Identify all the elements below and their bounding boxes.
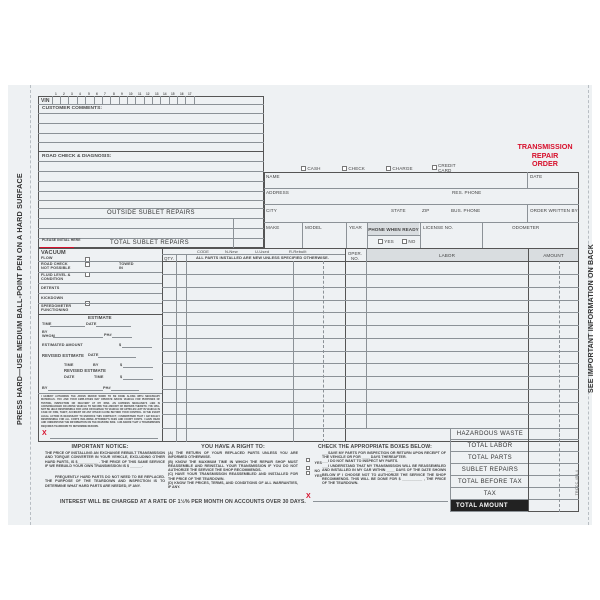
checkbox[interactable] <box>306 471 310 475</box>
vin-position: 15 <box>171 92 175 96</box>
vin-position: 5 <box>88 92 90 96</box>
hazardous-waste-label: HAZARDOUS WASTE <box>451 428 529 440</box>
revised2-dollar: $ <box>120 375 123 379</box>
revised-estimate-label: REVISED ESTIMATE <box>42 353 85 358</box>
form-number: TROCC-451-4 <box>575 470 579 496</box>
bus-phone-field[interactable] <box>450 204 528 222</box>
sublet-repairs-amount[interactable] <box>529 464 579 476</box>
yes-label: YES <box>314 461 322 465</box>
rights-title: YOU HAVE A RIGHT TO: <box>201 444 265 450</box>
make-field[interactable] <box>264 222 302 249</box>
flow-label: FLOW <box>41 256 53 260</box>
check-boxes-title: CHECK THE APPROPRIATE BOXES BELOW: <box>318 444 432 450</box>
see-back-notice: SEE IMPORTANT INFORMATION ON BACK <box>588 243 595 393</box>
phone-when-ready-label: PHONE WHEN READY <box>368 227 419 232</box>
zip-field[interactable] <box>418 204 450 222</box>
bus-phone-label: BUS. PHONE <box>451 208 481 213</box>
vin-position: 16 <box>180 92 184 96</box>
tax-amount[interactable] <box>529 488 579 500</box>
license-no-label: LICENSE NO. <box>423 225 454 230</box>
estimated-amount-dollar: $ <box>119 343 122 347</box>
total-labor-amount[interactable] <box>529 440 579 452</box>
order-written-by-field[interactable] <box>527 204 579 222</box>
total-before-tax-label: TOTAL BEFORE TAX <box>451 476 529 488</box>
reassemble-yes[interactable] <box>306 464 322 482</box>
amount-header: AMOUNT <box>543 253 564 258</box>
year-field[interactable] <box>346 222 367 249</box>
revised-time-label: TIME <box>64 363 74 367</box>
name-label: NAME <box>266 174 280 179</box>
no-label: NO <box>314 469 321 473</box>
no-inspect-text: ___I DO NOT WANT TO INSPECT MY PARTS. <box>322 459 399 463</box>
please-initial-label: PLEASE INITIAL HERE <box>42 238 81 242</box>
vin-position: 9 <box>121 92 123 96</box>
check-signature-x: X <box>306 493 311 500</box>
rebuilt-code-label: R-Rebuilt <box>289 249 307 254</box>
ph-label: PH# <box>104 333 112 337</box>
vin-position: 3 <box>71 92 73 96</box>
title-line-3: ORDER <box>532 159 558 168</box>
vin-label: VIN <box>41 98 50 104</box>
vin-position: 17 <box>188 92 192 96</box>
form-title <box>510 143 580 169</box>
vin-position: 8 <box>113 92 115 96</box>
right-item-a: (A) THE RETURN OF YOUR REPLACED PARTS UNLESS YOU ARE INFORMED OTHERWISE. <box>168 451 298 460</box>
total-amount-label: TOTAL AMOUNT <box>451 500 529 512</box>
vin-position: 12 <box>146 92 150 96</box>
model-label: MODEL <box>305 225 322 230</box>
checkbox[interactable] <box>301 166 306 171</box>
speedometer-label: SPEEDOMETER FUNCTIONING <box>41 304 72 313</box>
vin-position: 13 <box>155 92 159 96</box>
by-whom-label: BY WHOM <box>42 330 55 339</box>
res-phone-label: RES. PHONE <box>452 190 482 195</box>
total-parts-amount[interactable] <box>529 452 579 464</box>
press-hard-instruction: PRESS HARD—USE MEDIUM BALL-POINT PEN ON A HARD SURFACE <box>15 173 24 425</box>
outside-sublet-label: OUTSIDE SUBLET REPAIRS <box>107 210 195 216</box>
payment-credit-card-label: CREDIT CARD <box>438 163 456 173</box>
vin-position: 14 <box>163 92 167 96</box>
customer-signature-field[interactable] <box>50 438 158 439</box>
checkbox[interactable] <box>378 239 383 244</box>
vin-position: 2 <box>63 92 65 96</box>
estimate-title: ESTIMATE <box>88 315 112 320</box>
revised-amount-field[interactable] <box>123 367 153 368</box>
customer-comments-label: CUSTOMER COMMENTS: <box>42 106 103 111</box>
payment-cash[interactable] <box>301 166 321 171</box>
year-label: YEAR <box>349 225 362 230</box>
city-field[interactable] <box>264 204 388 222</box>
checkbox[interactable] <box>342 166 347 171</box>
revised2-ph-label: PH# <box>103 386 111 390</box>
estimate-date-label: DATE <box>86 322 97 326</box>
reassemble-text: ___I UNDERSTAND THAT MY TRANSMISSION WILL BE REASSEMBLED AND INSTALLED IN MY CAR WITHIN ____ DAYS OF THE DATE SHOWN BELOW IF I CHOOSE NOT TO AUTHORIZE THE SERVICE THE SHOP RECOMMENDS. THIS WILL BE DONE FOR $ __________ , THE PRICE OF THE TEARDOWN. <box>322 464 446 486</box>
city-label: CITY <box>266 208 277 213</box>
right-item-c: (C) HAVE YOUR TRANSMISSION REASSEMBLED AND INSTALLED FOR THE PRICE OF THE TEARDOWN. <box>168 472 298 481</box>
phone-ready-no-label: NO <box>408 239 416 244</box>
signature-x: X <box>42 430 47 437</box>
date-field[interactable] <box>527 172 579 188</box>
checkbox[interactable] <box>432 165 437 170</box>
important-notice-title: IMPORTANT NOTICE: <box>71 444 129 450</box>
total-sublet-label: TOTAL SUBLET REPAIRS <box>110 240 190 246</box>
tax-label: TAX <box>451 488 529 500</box>
revised2-date-label: DATE <box>64 375 75 379</box>
vin-input[interactable] <box>52 96 197 104</box>
important-notice-p2: FREQUENTLY HARD PARTS DO NOT NEED TO BE REPLACED. THE PURPOSE OF THE TEARDOWN AND INSPECTION IS TO DETERMINE WHAT HARD PARTS ARE NEEDED, IF ANY. <box>45 475 165 488</box>
title-line-1: TRANSMISSION <box>517 142 573 151</box>
revised-dollar: $ <box>120 363 123 367</box>
estimate-date-field[interactable] <box>96 326 131 327</box>
vin-position: 7 <box>104 92 106 96</box>
phone-ready-yes-label: YES <box>384 239 394 244</box>
road-check-not-possible-checkbox[interactable] <box>85 272 90 277</box>
vin-position: 4 <box>79 92 81 96</box>
revised-estimate-label-2: REVISED ESTIMATE <box>64 368 107 373</box>
total-labor-label: TOTAL LABOR <box>451 440 529 452</box>
revised2-by-label: BY <box>42 386 48 390</box>
phone-ready-no[interactable] <box>402 239 415 244</box>
make-label: MAKE <box>266 225 280 230</box>
revised-date-label: DATE <box>88 353 99 357</box>
authorization-text: I HEREBY AUTHORIZE THE ABOVE REPAIR WORK TO BE DONE ALONG WITH NECESSARY MATERIALS. YOU AND YOUR EMPLOYEES MAY OPERATE ABOVE VEHICLE FOR PURPOSES OF TESTING, INSPECTION OR DELIVERY AT MY RISK. AN EXPRESS MECHANIC'S LIEN IS ACKNOWLEDGED ON ABOVE VEHICLE TO SECURE THE AMOUNT OF REPAIRS THERETO. YOU WILL NOT BE HELD RESPONSIBLE FOR LOSS OR DAMAGE TO VEHICLE OR ARTICLES LEFT IN VEHICLE IN CASE OF FIRE, THEFT, ACCIDENT OR ANY OTHER CAUSE BEYOND YOUR CONTROL. IN THE EVENT LEGAL ACTION IS NECESSARY TO ENFORCE THIS CONTRACT, I UNDERSTAND THAT I AM SOLELY RESPONSIBLE FOR ALL COSTS INCLUDING ATTORNEY'S FEES AND COURT COSTS. I HAVE READ AND UNDERSTAND THE INFORMATION ON THE REVERSE SIDE. I AM AWARE THAT A TRANSMISSION REQUIRES TEARDOWN TO DETERMINE REPAIRS. <box>41 395 160 428</box>
revised2-amount-field[interactable] <box>123 379 153 380</box>
estimated-amount-label: ESTIMATED AMOUNT <box>42 343 83 347</box>
used-code-label: U-Used <box>255 249 270 254</box>
total-amount-value[interactable] <box>529 500 579 512</box>
new-code-label: N-New <box>225 249 238 254</box>
payment-cash-label: CASH <box>307 166 321 171</box>
payment-check[interactable] <box>342 166 365 171</box>
towed-in-label: TOWED IN <box>119 262 134 271</box>
qty-header: QTY. <box>164 256 175 261</box>
checkbox[interactable] <box>386 166 391 171</box>
estimated-amount-field[interactable] <box>122 347 152 348</box>
code-label: CODE <box>197 249 209 254</box>
estimate-time-label: TIME <box>42 322 52 326</box>
revised-by-label: BY <box>93 363 99 367</box>
payment-charge-label: CHARGE <box>392 166 413 171</box>
fluid-level-label: FLUID LEVEL & CONDITION <box>41 273 71 282</box>
revised-date-field[interactable] <box>98 357 136 358</box>
revised2-ph-field[interactable] <box>111 390 139 391</box>
phone-ready-yes[interactable] <box>378 239 394 244</box>
total-before-tax-amount[interactable] <box>529 476 579 488</box>
title-line-2: REPAIR <box>531 150 559 160</box>
address-label: ADDRESS <box>266 190 289 195</box>
state-field[interactable] <box>388 204 418 222</box>
order-written-by-label: ORDER WRITTEN BY <box>530 208 578 213</box>
yes-label-2: YES <box>314 474 322 478</box>
save-parts-text: ___SAVE MY PARTS FOR INSPECTION OR RETURN UPON RECEIPT OF THE VEHICLE OR FOR ____ DAYS THEREAFTER. <box>322 451 446 460</box>
date-label: DATE <box>530 174 543 179</box>
ph-field[interactable] <box>112 337 132 338</box>
by-whom-field[interactable] <box>53 337 103 338</box>
odometer-field[interactable] <box>482 222 579 249</box>
vin-position: 6 <box>96 92 98 96</box>
rights-list <box>168 451 298 490</box>
hazardous-waste-amount[interactable] <box>529 428 579 440</box>
address-field[interactable] <box>264 188 448 204</box>
check-signature-field[interactable] <box>313 501 448 502</box>
payment-check-label: CHECK <box>348 166 365 171</box>
perforation-left <box>30 85 31 525</box>
kickdown-label: KICKDOWN <box>41 296 64 300</box>
labor-header: LABOR <box>438 253 456 258</box>
payment-charge[interactable] <box>386 166 413 171</box>
sublet-repairs-label: SUBLET REPAIRS <box>451 464 529 476</box>
interest-notice: INTEREST WILL BE CHARGED AT A RATE OF 1½% PER MONTH ON ACCOUNTS OVER 30 DAYS. <box>60 499 306 505</box>
estimate-time-field[interactable] <box>50 326 85 327</box>
odometer-label: ODOMETER <box>512 225 540 230</box>
right-item-d: (D) KNOW THE PRICES, TERMS, AND CONDITIONS OF ALL WARRANTIES, IF ANY. <box>168 481 298 490</box>
vin-position: 10 <box>129 92 133 96</box>
checkbox[interactable] <box>402 239 407 244</box>
right-item-b: (B) KNOW THE MAXIMUM TIME IN WHICH THE REPAIR SHOP MUST REASSEMBLE AND REINSTALL YOUR TRANSMISSION IF YOU DO NOT AUTHORIZE THE SERVICE THE SHOP RECOMMENDS. <box>168 459 298 473</box>
state-label: STATE <box>391 208 406 213</box>
important-notice-p1: THE PRICE OF INSTALLING AN EXCHANGE REBUILT TRANSMISSION AND TORQUE CONVERTER IN YOUR VEHICLE, EXCLUDING OTHER HARD PARTS, IS $__________ . THE PRICE OF THIS SAME SERVICE IF WE REBUILD YOUR OWN TRANSMISSION IS $ ______. <box>45 451 165 468</box>
road-check-not-possible-label: ROAD CHECK NOT POSSIBLE <box>41 262 71 271</box>
vacuum-label: VACUUM <box>41 250 66 256</box>
license-no-field[interactable] <box>420 222 482 249</box>
total-parts-label: TOTAL PARTS <box>451 452 529 464</box>
res-phone-field[interactable] <box>448 188 579 204</box>
revised2-time-label: TIME <box>94 375 104 379</box>
sublet-repairs-field[interactable] <box>38 218 264 238</box>
vin-position: 1 <box>55 92 57 96</box>
oper-no-header: OPER. NO. <box>347 251 363 261</box>
parts-new-notice: ALL PARTS INSTALLED ARE NEW UNLESS SPECIFIED OTHERWISE. <box>196 255 330 260</box>
detents-label: DETENTS <box>41 286 60 290</box>
model-field[interactable] <box>302 222 346 249</box>
vin-position: 11 <box>138 92 142 96</box>
zip-label: ZIP <box>422 208 430 213</box>
customer-comments-field[interactable] <box>38 104 264 150</box>
name-field[interactable] <box>264 172 527 188</box>
revised2-by-field[interactable] <box>48 390 103 391</box>
road-check-label: ROAD CHECK & DIAGNOSIS: <box>42 154 112 159</box>
